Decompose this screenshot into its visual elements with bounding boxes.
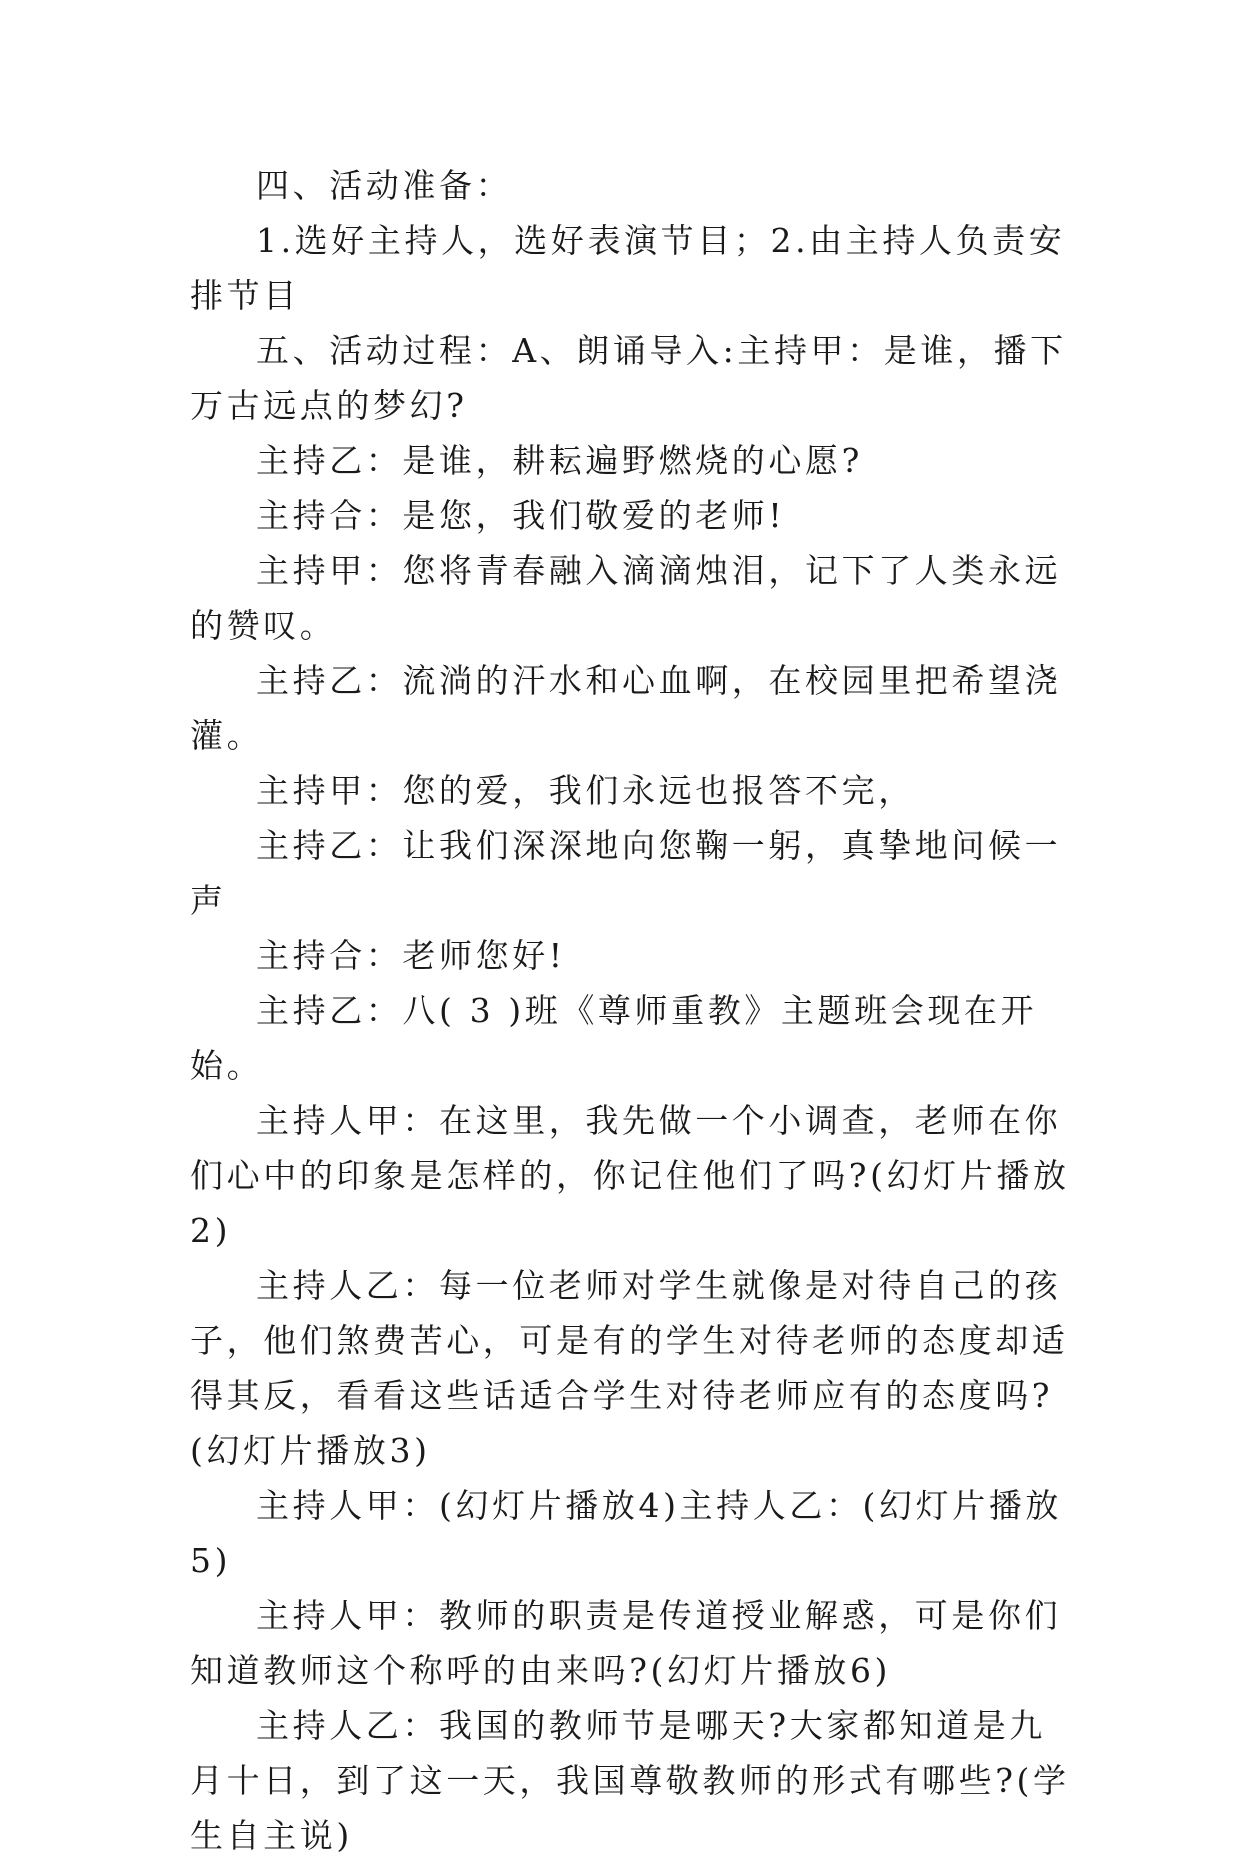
paragraph: 1.选好主持人，选好表演节目；2.由主持人负责安排节目 bbox=[190, 221, 1066, 315]
paragraph: 主持人甲：在这里，我先做一个小调查，老师在你们心中的印象是怎样的，你记住他们了吗?(幻灯片播放2) bbox=[190, 1101, 1070, 1250]
paragraph: 主持人乙：每一位老师对学生就像是对待自己的孩子，他们煞费苦心，可是有的学生对待老师的态度却适得其反，看看这些话适合学生对待老师应有的态度吗?(幻灯片播放3) bbox=[190, 1266, 1069, 1470]
paragraph: 主持乙：八( 3 )班《尊师重教》主题班会现在开始。 bbox=[190, 991, 1038, 1085]
section-heading-preparation: 四、活动准备： bbox=[256, 166, 513, 205]
section-heading-process: 五、活动过程：A、朗诵导入:主持甲：是谁，播下万古远点的梦幻? bbox=[190, 331, 1067, 425]
paragraph: 主持人甲：(幻灯片播放4)主持人乙：(幻灯片播放5) bbox=[190, 1486, 1063, 1580]
paragraph: 主持乙：是谁，耕耘遍野燃烧的心愿? bbox=[256, 441, 863, 480]
paragraph: 主持甲：您将青春融入滴滴烛泪，记下了人类永远的赞叹。 bbox=[190, 551, 1062, 645]
paragraph: 主持人甲：教师的职责是传道授业解惑，可是你们知道教师这个称呼的由来吗?(幻灯片播放6) bbox=[190, 1596, 1062, 1690]
paragraph: 主持合：是您，我们敬爱的老师! bbox=[256, 496, 786, 535]
paragraph: 主持合：老师您好! bbox=[256, 936, 566, 975]
paragraph: 主持人乙：我国的教师节是哪天?大家都知道是九月十日，到了这一天，我国尊敬教师的形式有哪些?(学生自主说) bbox=[190, 1706, 1070, 1855]
paragraph: 主持乙：流淌的汗水和心血啊，在校园里把希望浇灌。 bbox=[190, 661, 1062, 755]
document-body bbox=[190, 158, 1070, 1863]
paragraph: 主持甲：您的爱，我们永远也报答不完， bbox=[256, 771, 915, 810]
paragraph: 主持乙：让我们深深地向您鞠一躬，真挚地问候一声 bbox=[190, 826, 1062, 920]
